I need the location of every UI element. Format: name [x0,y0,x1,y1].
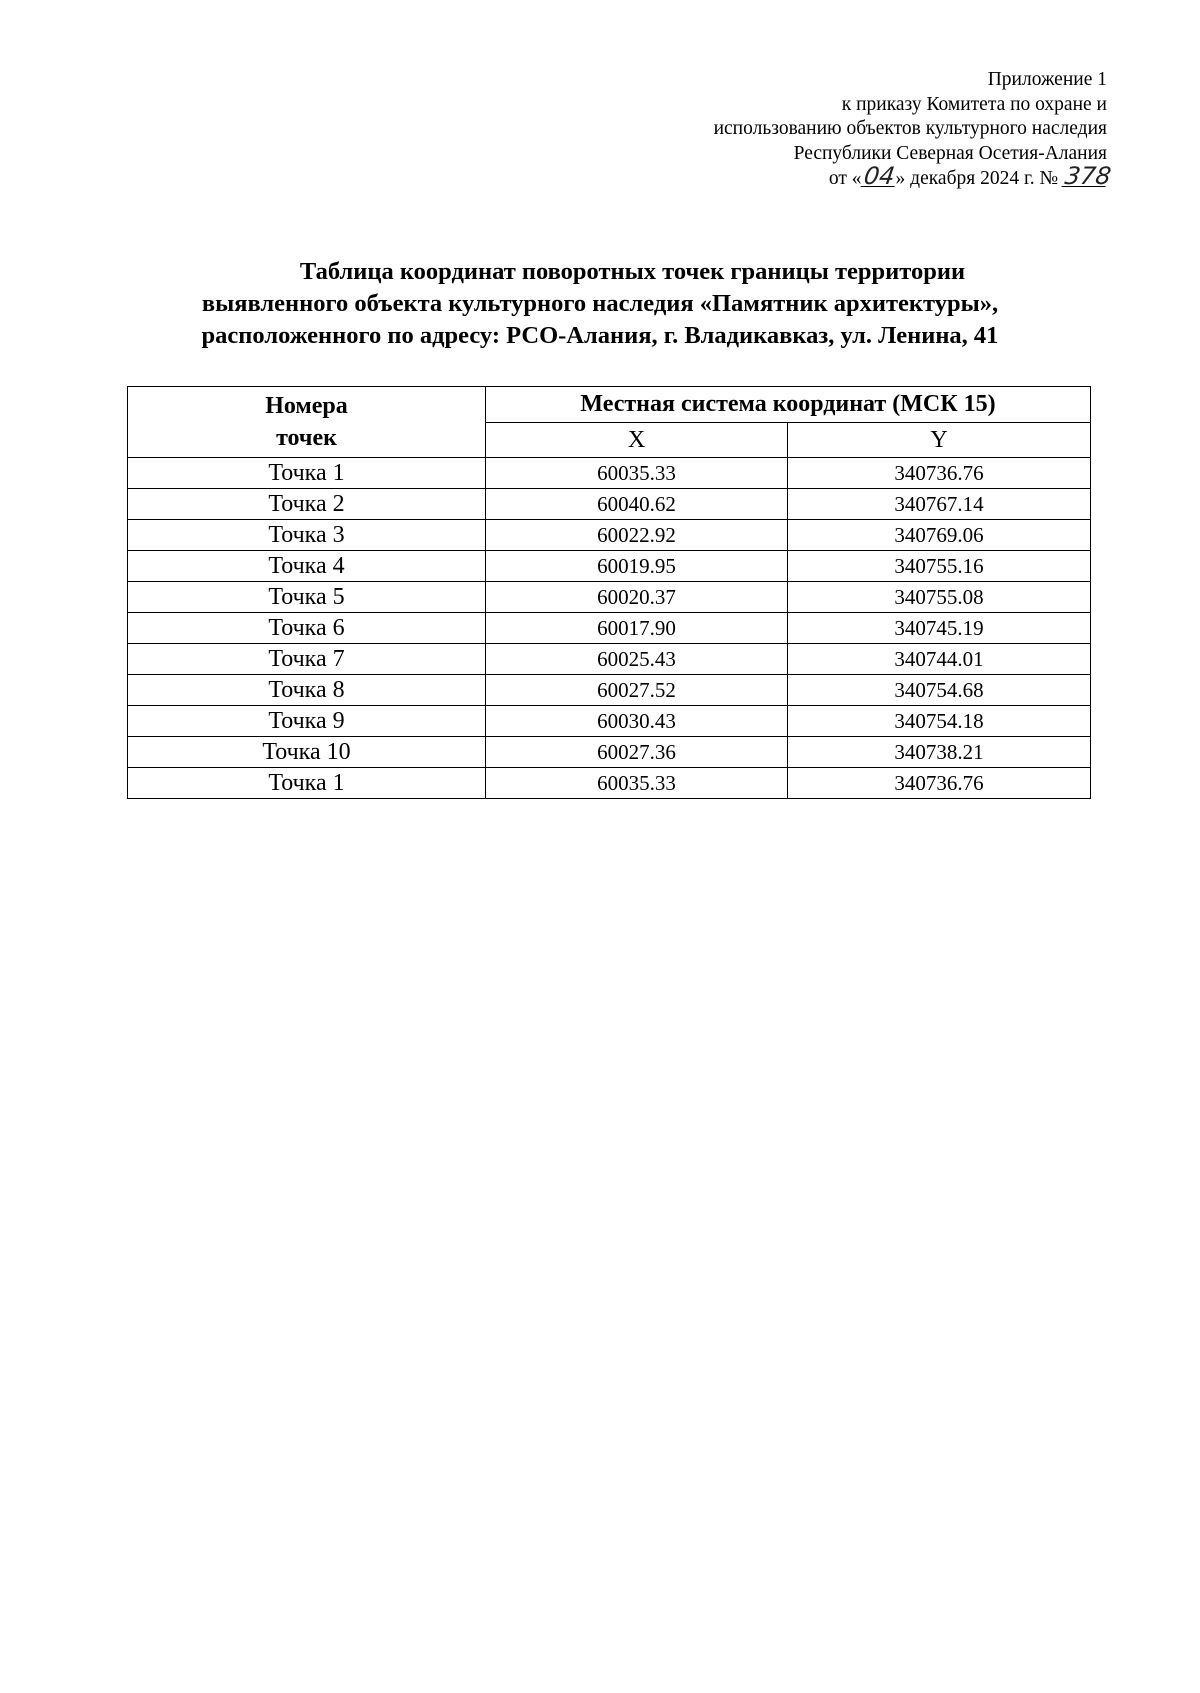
republic-line: Республики Северная Осетия-Алания [793,142,1107,164]
x-cell: 60025.43 [486,644,788,675]
date-prefix: от « [828,168,862,189]
point-cell: Точка 1 [128,458,486,489]
y-cell: 340745.19 [788,613,1091,644]
x-cell: 60017.90 [486,613,788,644]
point-cell: Точка 1 [128,768,486,799]
y-cell: 340754.68 [788,675,1091,706]
point-cell: Точка 9 [128,706,486,737]
y-cell: 340767.14 [788,489,1091,520]
handwritten-order-number: 378 [1063,162,1113,190]
y-cell: 340744.01 [788,644,1091,675]
point-cell: Точка 2 [128,489,486,520]
point-cell: Точка 7 [128,644,486,675]
y-cell: 340736.76 [788,768,1091,799]
table-row [128,551,1091,582]
point-cell: Точка 6 [128,613,486,644]
date-suffix: » декабря 2024 г. № [895,168,1059,189]
y-cell: 340755.08 [788,582,1091,613]
table-row [128,644,1091,675]
handwritten-date-day: 04 [861,162,897,190]
points-header-line-2: точек [276,425,337,451]
title-line-2: выявленного объекта культурного наследия «Памятник архитектуры», [201,290,999,317]
table-row [128,489,1091,520]
table-row [128,520,1091,551]
point-cell: Точка 4 [128,551,486,582]
title-line-1: Таблица координат поворотных точек границы территории [299,258,966,285]
table-row [128,675,1091,706]
x-cell: 60020.37 [486,582,788,613]
point-cell: Точка 8 [128,675,486,706]
table-row [128,613,1091,644]
points-header-line-1: Номера [265,393,348,419]
table-row [128,737,1091,768]
title-line-3: расположенного по адресу: РСО-Алания, г. Владикавказ, ул. Ленина, 41 [201,322,999,349]
point-cell: Точка 5 [128,582,486,613]
x-cell: 60022.92 [486,520,788,551]
coordinates-table [127,386,1091,799]
appendix-header [713,68,1113,192]
y-cell: 340754.18 [788,706,1091,737]
y-cell: 340755.16 [788,551,1091,582]
committee-line: использованию объектов культурного наследия [713,118,1107,139]
points-column-header [128,387,486,458]
x-cell: 60027.52 [486,675,788,706]
table-body [128,458,1091,799]
y-cell: 340738.21 [788,737,1091,768]
y-column-header: Y [788,423,1091,458]
y-cell: 340769.06 [788,520,1091,551]
x-cell: 60040.62 [486,489,788,520]
x-column-header: X [486,423,788,458]
date-number-line [714,162,1113,192]
order-reference-line: к приказу Комитета по охране и [841,93,1107,115]
coord-system-header: Местная система координат (МСК 15) [486,387,1091,423]
document-title [0,256,1200,352]
appendix-label: Приложение 1 [987,69,1107,90]
point-cell: Точка 3 [128,520,486,551]
y-cell: 340736.76 [788,458,1091,489]
point-cell: Точка 10 [128,737,486,768]
table-row [128,458,1091,489]
x-cell: 60030.43 [486,706,788,737]
x-cell: 60035.33 [486,768,788,799]
table-header-row [128,387,1091,423]
table-row [128,768,1091,799]
x-cell: 60035.33 [486,458,788,489]
table-row [128,706,1091,737]
table-row [128,582,1091,613]
x-cell: 60027.36 [486,737,788,768]
x-cell: 60019.95 [486,551,788,582]
